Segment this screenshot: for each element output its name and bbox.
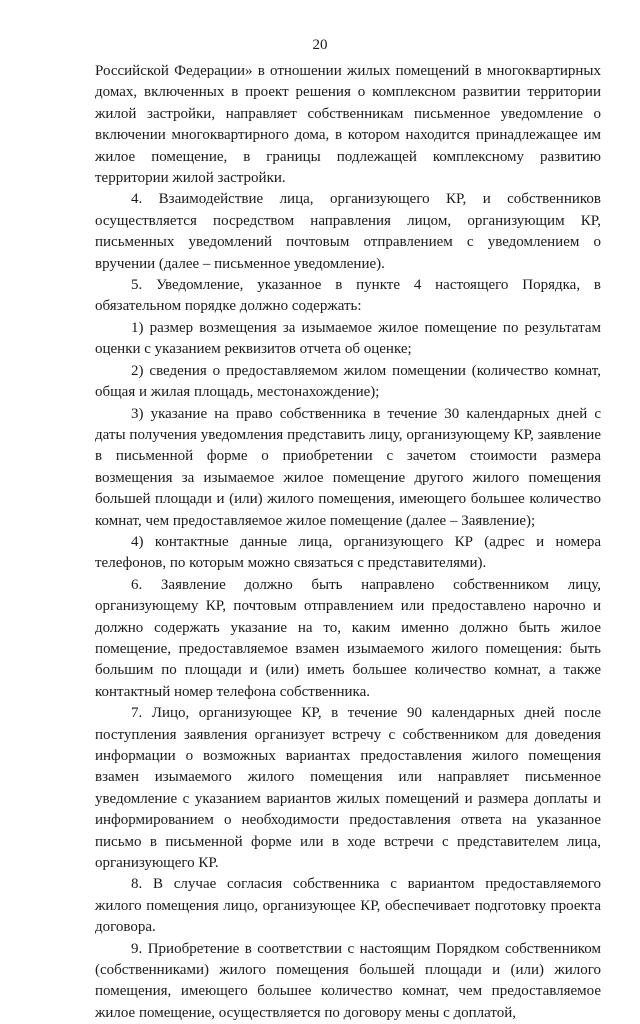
paragraph-subitem-1: 1) размер возмещения за изымаемое жилое помещение по результатам оценки с указанием реквизитов отчета об оценке; [95,319,601,358]
paragraph-item-7: 7. Лицо, организующее КР, в течение 90 календарных дней после поступления заявления организует встречу с собственником для доведения информации о возможных вариантах предоставления жилого помещения взамен изымаемого жилого помещения или направляет письменное уведомление с указанием вариантов жилых помещений и размера доплаты и информированием о необходимости предоставления ответа на указанное письмо в письменной форме или в ходе встречи с представителем лица, организующего КР. [95,705,601,872]
paragraph-item-5: 5. Уведомление, указанное в пункте 4 настоящего Порядка, в обязательном порядке должно содержать: [95,277,601,315]
paragraph-item-9: 9. Приобретение в соответствии с настоящим Порядком собственником (собственниками) жилого помещения большей площади и (или) жилого помещения, имеющего большее количество комнат, чем предоставляемое жилое помещение, осуществляется по договору мены с доплатой, [95,940,601,1021]
page-number: 20 [312,37,328,53]
paragraph-subitem-3: 3) указание на право собственника в течение 30 календарных дней с даты получения уведомления представить лицу, организующему КР, заявление в письменной форме о приобретении с зачетом стоимости размера возмещения за изымаемое жилое помещение другого жилого помещения большей площади и (или) жилого помещения, имеющего большее количество комнат, чем предоставляемое жилое помещение (далее – Заявление); [95,405,601,529]
paragraph-subitem-4: 4) контактные данные лица, организующего КР (адрес и номера телефонов, по которым можно связаться с представителями). [95,533,601,572]
paragraph-subitem-2: 2) сведения о предоставляемом жилом помещении (количество комнат, общая и жилая площадь, местонахождение); [95,362,601,401]
paragraph-item-4: 4. Взаимодействие лица, организующего КР, и собственников осуществляется посредством направления лицом, организующим КР, письменных уведомлений почтовым отправлением с уведомлением о вручении (далее – письменное уведомление). [95,191,601,272]
paragraph-item-8: 8. В случае согласия собственника с вариантом предоставляемого жилого помещения лицо, организующее КР, обеспечивает подготовку проекта договора. [95,876,601,936]
paragraph-item-6: 6. Заявление должно быть направлено собственником лицу, организующему КР, почтовым отправлением или предоставлено нарочно и должно содержать указание на то, каким именно должно быть жилое помещение, предоставляемое взамен изымаемого жилого помещения: быть большим по площади и (или) иметь большее количество комнат, а также контактный номер телефона собственника. [95,576,601,700]
paragraph-intro-continuation: Российской Федерации» в отношении жилых помещений в многоквартирных домах, включенных в проект решения о комплексном развитии территории жилой застройки, направляет собственникам письменное уведомление о включении многоквартирного дома, в котором находится принадлежащее им жилое помещение, в границы подлежащей комплексному развитию территории жилой застройки. [95,63,601,187]
document-body [95,61,601,1024]
